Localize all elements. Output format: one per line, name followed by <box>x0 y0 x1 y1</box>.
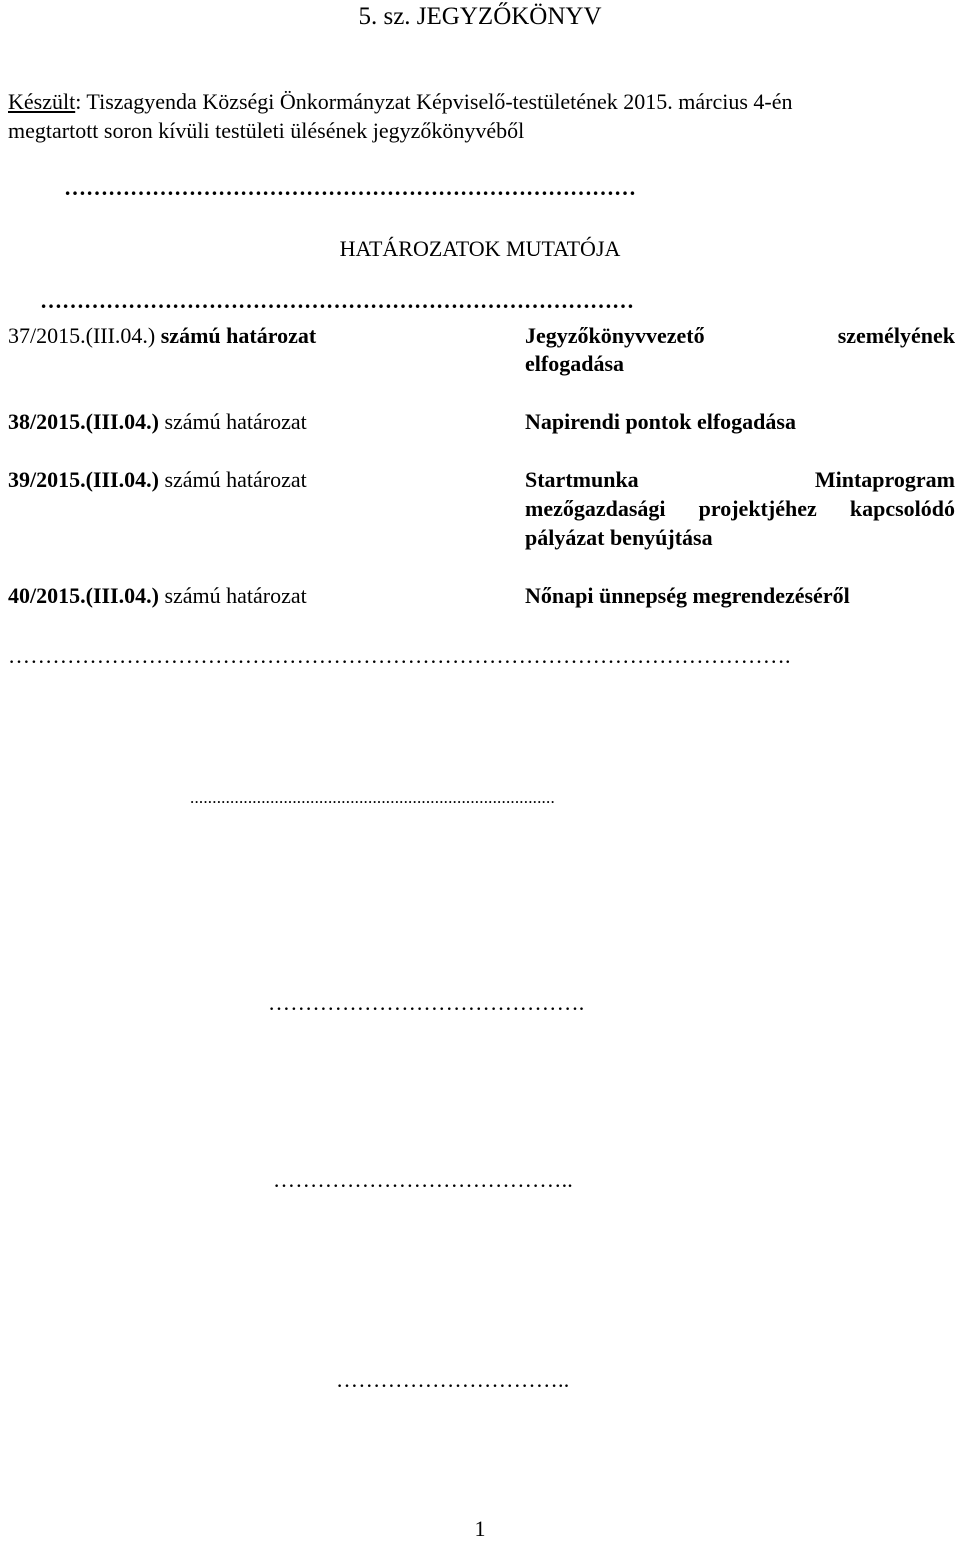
resolution-number: 38/2015.(III.04.) <box>8 409 159 434</box>
made-note <box>8 88 792 115</box>
resolution-label <box>8 408 307 436</box>
resolution-subject-line: mezőgazdasági projektjéhez kapcsolódó <box>525 496 955 521</box>
resolution-subject-line: Startmunka Mintaprogram <box>525 467 955 492</box>
resolution-number: 40/2015.(III.04.) <box>8 583 159 608</box>
document-title: 5. sz. JEGYZŐKÖNYV <box>358 3 602 30</box>
made-text: : Tiszagyenda Községi Önkormányzat Képviselő-testületének 2015. március 4-én <box>75 89 793 114</box>
page-number: 1 <box>474 1516 486 1541</box>
resolution-subject-line: Jegyzőkönyvvezető személyének <box>525 323 955 348</box>
resolution-label <box>8 466 307 494</box>
resolution-subject-line: Nőnapi ünnepség megrendezéséről <box>525 583 850 608</box>
resolution-subject-line: Napirendi pontok elfogadása <box>525 409 796 434</box>
dots-line: .................................................................................. <box>190 788 555 807</box>
resolution-label <box>8 582 307 610</box>
resolution-number: 37/2015.(III.04.) <box>8 323 156 348</box>
resolution-subject-line: elfogadása <box>525 351 624 376</box>
resolution-label <box>8 322 316 350</box>
made-note-line2: megtartott soron kívüli testületi ülésének jegyzőkönyvéből <box>8 118 525 143</box>
dots-line: ………………………………….. <box>273 1167 573 1192</box>
made-label: Készült <box>8 89 76 114</box>
resolution-suffix: számú határozat <box>158 467 307 492</box>
separator-dots-bottom: ……………………………………………………………………… <box>40 288 634 313</box>
dots-line: ……………………………………. <box>268 990 585 1015</box>
resolution-subject-line: pályázat benyújtása <box>525 525 713 550</box>
resolution-suffix: számú határozat <box>158 409 307 434</box>
resolution-number: 39/2015.(III.04.) <box>8 467 159 492</box>
dots-line: ………………………….. <box>336 1367 570 1392</box>
index-heading: HATÁROZATOK MUTATÓJA <box>339 236 621 261</box>
resolution-suffix: számú határozat <box>158 583 307 608</box>
separator-dots-top: …………………………………………………………………… <box>64 175 636 200</box>
resolution-suffix: számú határozat <box>155 323 317 348</box>
dots-line: ……………………………………………………………………………………………. <box>8 643 791 668</box>
